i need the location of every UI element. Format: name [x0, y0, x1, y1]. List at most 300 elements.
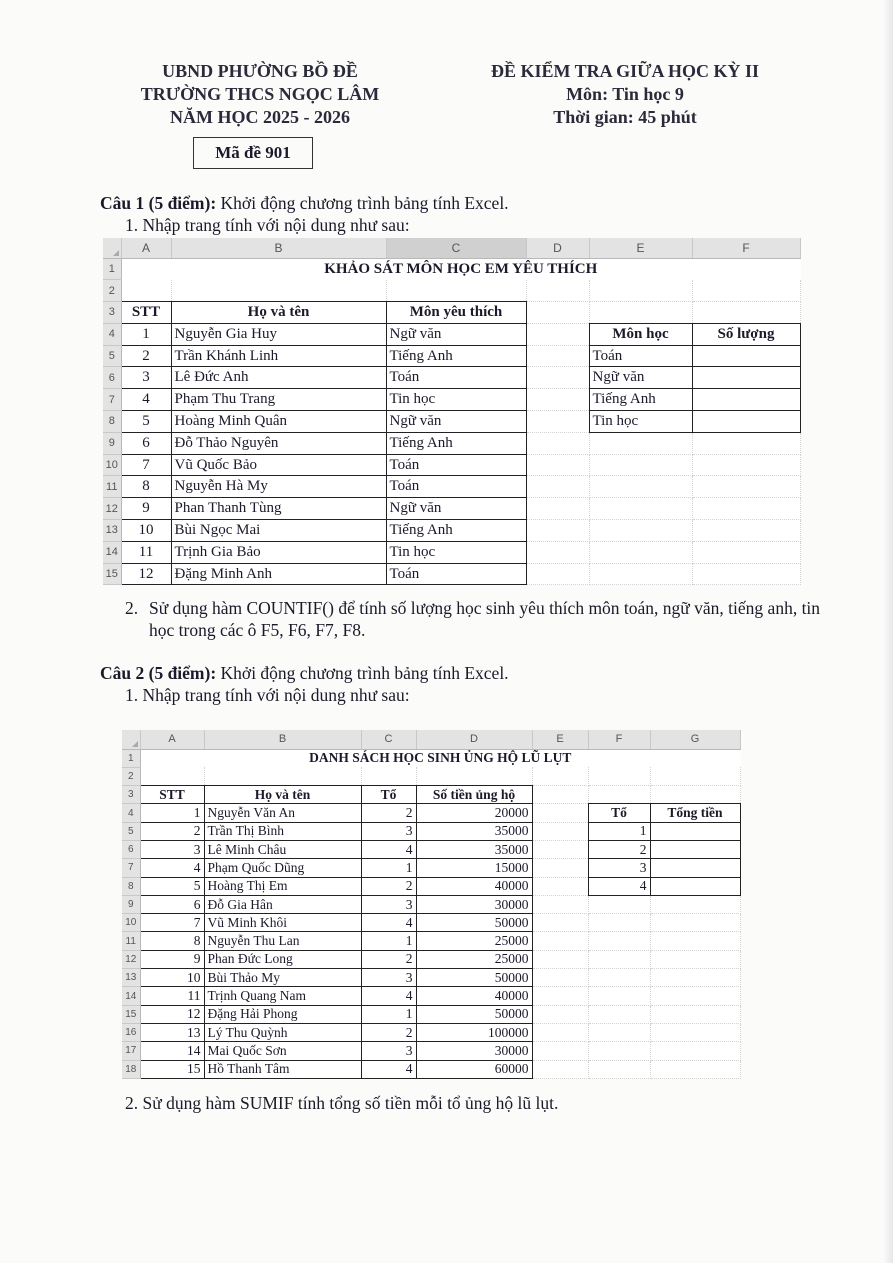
cell[interactable] [589, 498, 692, 520]
cell[interactable] [588, 1060, 650, 1078]
team-cell[interactable]: 1 [361, 1005, 416, 1023]
stt-cell[interactable]: 5 [140, 877, 204, 895]
cell[interactable] [589, 280, 692, 302]
team-cell[interactable]: 1 [361, 859, 416, 877]
sheet-title[interactable]: KHẢO SÁT MÔN HỌC EM YÊU THÍCH [324, 260, 598, 277]
row-header[interactable]: 15 [103, 563, 121, 585]
column-header-e[interactable]: E [589, 238, 692, 258]
table-row [103, 411, 800, 433]
stt-cell[interactable]: 4 [121, 389, 171, 411]
cell[interactable] [526, 476, 589, 498]
cell[interactable] [692, 476, 800, 498]
cell[interactable] [121, 280, 171, 302]
name-cell[interactable]: Trần Khánh Linh [171, 345, 386, 367]
amount-cell[interactable]: 40000 [416, 877, 532, 895]
header-cell-team[interactable]: Tổ [361, 786, 416, 804]
subject-cell[interactable]: Tiếng Anh [386, 520, 526, 542]
cell[interactable] [588, 1005, 650, 1023]
row-header[interactable]: 2 [122, 767, 140, 785]
row-header[interactable]: 13 [103, 520, 121, 542]
cell[interactable] [361, 767, 416, 785]
row-header[interactable]: 6 [103, 367, 121, 389]
column-header-g[interactable]: G [650, 730, 740, 749]
summary-subject-cell[interactable]: Tin học [589, 411, 692, 433]
column-header-f[interactable]: F [588, 730, 650, 749]
cell[interactable] [532, 877, 588, 895]
summary-header-count[interactable]: Số lượng [692, 323, 800, 345]
row-header[interactable]: 6 [122, 840, 140, 858]
row-header[interactable]: 10 [103, 454, 121, 476]
cell[interactable] [588, 914, 650, 932]
cell[interactable] [650, 895, 740, 913]
table-row [122, 1023, 740, 1041]
cell[interactable] [532, 987, 588, 1005]
school-year: NĂM HỌC 2025 - 2026 [170, 107, 350, 127]
table-row [122, 895, 740, 913]
row-header[interactable]: 7 [103, 389, 121, 411]
team-cell[interactable]: 3 [361, 1042, 416, 1060]
cell[interactable] [526, 389, 589, 411]
cell[interactable] [532, 1005, 588, 1023]
row-header[interactable]: 4 [103, 323, 121, 345]
cell[interactable] [532, 786, 588, 804]
table-row [103, 454, 800, 476]
summary-subject-cell[interactable]: Tiếng Anh [589, 389, 692, 411]
cell[interactable] [650, 987, 740, 1005]
name-cell[interactable]: Lê Minh Châu [204, 840, 361, 858]
table-row [122, 786, 740, 804]
table-row [122, 822, 740, 840]
row-header[interactable]: 15 [122, 1005, 140, 1023]
question-2 [100, 663, 509, 684]
stt-cell[interactable]: 3 [121, 367, 171, 389]
cell[interactable] [588, 932, 650, 950]
row-header[interactable]: 8 [122, 877, 140, 895]
column-header-row [122, 730, 740, 749]
name-cell[interactable]: Đỗ Thảo Nguyên [171, 432, 386, 454]
column-header-b[interactable]: B [171, 238, 386, 258]
row-header[interactable]: 4 [122, 804, 140, 822]
row-header[interactable]: 5 [122, 822, 140, 840]
subject-cell[interactable]: Tiếng Anh [386, 432, 526, 454]
subject-cell[interactable]: Toán [386, 476, 526, 498]
question-2-title: Câu 2 (5 điểm): [100, 663, 217, 683]
cell[interactable] [532, 932, 588, 950]
table-row [122, 932, 740, 950]
subject-cell[interactable]: Tin học [386, 389, 526, 411]
header-cell-stt[interactable]: STT [140, 786, 204, 804]
cell[interactable] [692, 302, 800, 324]
cell[interactable] [532, 822, 588, 840]
summary-header-total[interactable]: Tổng tiền [650, 804, 740, 822]
table-row [103, 258, 800, 280]
column-header-row [103, 238, 800, 258]
stt-cell[interactable]: 5 [121, 411, 171, 433]
team-cell[interactable]: 4 [361, 840, 416, 858]
column-header-a[interactable]: A [121, 238, 171, 258]
summary-total-cell[interactable] [650, 859, 740, 877]
table-row [122, 767, 740, 785]
table-row [122, 1042, 740, 1060]
table-row [103, 302, 800, 324]
name-cell[interactable]: Phạm Thu Trang [171, 389, 386, 411]
cell[interactable] [588, 969, 650, 987]
row-header[interactable]: 18 [122, 1060, 140, 1078]
name-cell[interactable]: Đặng Minh Anh [171, 563, 386, 585]
summary-count-cell[interactable] [692, 389, 800, 411]
row-header[interactable]: 9 [122, 895, 140, 913]
team-cell[interactable]: 4 [361, 1060, 416, 1078]
name-cell[interactable]: Đặng Hải Phong [204, 1005, 361, 1023]
cell[interactable] [692, 541, 800, 563]
cell[interactable] [589, 432, 692, 454]
header-cell-name[interactable]: Họ và tên [171, 302, 386, 324]
cell[interactable] [650, 1023, 740, 1041]
cell[interactable] [650, 786, 740, 804]
table-row [103, 280, 800, 302]
subject-cell[interactable]: Tin học [386, 541, 526, 563]
row-header[interactable]: 9 [103, 432, 121, 454]
cell[interactable] [204, 767, 361, 785]
cell[interactable] [588, 1023, 650, 1041]
table-row [103, 432, 800, 454]
stt-cell[interactable]: 12 [140, 1005, 204, 1023]
stt-cell[interactable]: 15 [140, 1060, 204, 1078]
amount-cell[interactable]: 50000 [416, 914, 532, 932]
name-cell[interactable]: Đỗ Gia Hân [204, 895, 361, 913]
cell[interactable] [532, 1060, 588, 1078]
name-cell[interactable]: Trần Thị Bình [204, 822, 361, 840]
table-row [103, 323, 800, 345]
stt-cell[interactable]: 13 [140, 1023, 204, 1041]
row-header[interactable]: 17 [122, 1042, 140, 1060]
cell[interactable] [416, 767, 532, 785]
cell[interactable] [588, 786, 650, 804]
cell[interactable] [532, 1042, 588, 1060]
cell[interactable] [692, 280, 800, 302]
cell[interactable] [589, 476, 692, 498]
scan-edge-shadow [883, 0, 893, 1263]
summary-header-team[interactable]: Tổ [588, 804, 650, 822]
table-row [122, 969, 740, 987]
stt-cell[interactable]: 9 [121, 498, 171, 520]
cell[interactable] [532, 914, 588, 932]
column-header-b[interactable]: B [204, 730, 361, 749]
row-header[interactable]: 14 [122, 987, 140, 1005]
ward-name: UBND PHƯỜNG BỒ ĐỀ [162, 61, 358, 81]
column-header-e[interactable]: E [532, 730, 588, 749]
stt-cell[interactable]: 11 [121, 541, 171, 563]
amount-cell[interactable]: 100000 [416, 1023, 532, 1041]
question-1-step-2-number: 2. [125, 598, 139, 618]
cell[interactable] [386, 280, 526, 302]
cell[interactable] [692, 498, 800, 520]
row-header[interactable]: 2 [103, 280, 121, 302]
stt-cell[interactable]: 2 [121, 345, 171, 367]
summary-subject-cell[interactable]: Toán [589, 345, 692, 367]
cell[interactable] [589, 563, 692, 585]
stt-cell[interactable]: 1 [140, 804, 204, 822]
summary-total-cell[interactable] [650, 877, 740, 895]
team-cell[interactable]: 3 [361, 895, 416, 913]
name-cell[interactable]: Nguyễn Văn An [204, 804, 361, 822]
select-all-corner[interactable] [122, 730, 140, 749]
table-row [103, 563, 800, 585]
cell[interactable] [171, 280, 386, 302]
name-cell[interactable]: Vũ Minh Khôi [204, 914, 361, 932]
cell[interactable] [532, 969, 588, 987]
cell[interactable] [532, 840, 588, 858]
column-header-a[interactable]: A [140, 730, 204, 749]
cell[interactable] [692, 454, 800, 476]
cell[interactable] [526, 280, 589, 302]
summary-total-cell[interactable] [650, 840, 740, 858]
team-cell[interactable]: 2 [361, 950, 416, 968]
team-cell[interactable]: 2 [361, 1023, 416, 1041]
team-cell[interactable]: 3 [361, 822, 416, 840]
header-cell-amount[interactable]: Số tiền ủng hộ [416, 786, 532, 804]
summary-count-cell[interactable] [692, 411, 800, 433]
team-cell[interactable]: 1 [361, 932, 416, 950]
name-cell[interactable]: Nguyễn Hà My [171, 476, 386, 498]
exam-code-box: Mã đề 901 [193, 137, 313, 169]
column-header-c[interactable]: C [386, 238, 526, 258]
amount-cell[interactable]: 25000 [416, 950, 532, 968]
subject-cell[interactable]: Ngữ văn [386, 411, 526, 433]
name-cell[interactable]: Trịnh Quang Nam [204, 987, 361, 1005]
subject-cell[interactable]: Ngữ văn [386, 498, 526, 520]
cell[interactable] [650, 950, 740, 968]
question-2-intro: Khởi động chương trình bảng tính Excel. [216, 663, 509, 683]
row-header[interactable]: 1 [103, 258, 121, 280]
column-header-d[interactable]: D [416, 730, 532, 749]
team-cell[interactable]: 2 [361, 877, 416, 895]
cell[interactable] [526, 454, 589, 476]
row-header[interactable]: 3 [103, 302, 121, 324]
exam-subject: Môn: Tin học 9 [566, 84, 684, 104]
summary-team-cell[interactable]: 2 [588, 840, 650, 858]
question-1 [100, 193, 509, 214]
amount-cell[interactable]: 50000 [416, 969, 532, 987]
stt-cell[interactable]: 10 [140, 969, 204, 987]
subject-cell[interactable]: Ngữ văn [386, 323, 526, 345]
cell[interactable] [532, 804, 588, 822]
stt-cell[interactable]: 2 [140, 822, 204, 840]
row-header[interactable]: 3 [122, 786, 140, 804]
cell[interactable] [526, 345, 589, 367]
name-cell[interactable]: Vũ Quốc Bảo [171, 454, 386, 476]
name-cell[interactable]: Bùi Ngọc Mai [171, 520, 386, 542]
summary-subject-cell[interactable]: Ngữ văn [589, 367, 692, 389]
name-cell[interactable]: Mai Quốc Sơn [204, 1042, 361, 1060]
cell[interactable] [526, 302, 589, 324]
cell[interactable] [650, 1060, 740, 1078]
cell[interactable] [526, 323, 589, 345]
cell[interactable] [692, 520, 800, 542]
cell[interactable] [589, 302, 692, 324]
column-header-c[interactable]: C [361, 730, 416, 749]
row-header[interactable]: 8 [103, 411, 121, 433]
stt-cell[interactable]: 8 [121, 476, 171, 498]
stt-cell[interactable]: 11 [140, 987, 204, 1005]
name-cell[interactable]: Phạm Quốc Dũng [204, 859, 361, 877]
summary-team-cell[interactable]: 1 [588, 822, 650, 840]
subject-cell[interactable]: Toán [386, 563, 526, 585]
column-header-f[interactable]: F [692, 238, 800, 258]
table-row [122, 987, 740, 1005]
cell[interactable] [526, 541, 589, 563]
summary-count-cell[interactable] [692, 367, 800, 389]
name-cell[interactable]: Nguyễn Thu Lan [204, 932, 361, 950]
stt-cell[interactable]: 6 [121, 432, 171, 454]
row-header[interactable]: 16 [122, 1023, 140, 1041]
stt-cell[interactable]: 8 [140, 932, 204, 950]
select-all-corner[interactable] [103, 238, 121, 258]
table-row [122, 749, 740, 767]
cell[interactable] [532, 895, 588, 913]
cell[interactable] [589, 520, 692, 542]
summary-count-cell[interactable] [692, 345, 800, 367]
cell[interactable] [588, 987, 650, 1005]
summary-team-cell[interactable]: 4 [588, 877, 650, 895]
table-row [122, 804, 740, 822]
table-row [122, 1005, 740, 1023]
row-header[interactable]: 14 [103, 541, 121, 563]
cell[interactable] [526, 563, 589, 585]
name-cell[interactable]: Hoàng Thị Em [204, 877, 361, 895]
table-row [103, 345, 800, 367]
cell[interactable] [526, 367, 589, 389]
row-header[interactable]: 12 [103, 498, 121, 520]
row-header[interactable]: 12 [122, 950, 140, 968]
name-cell[interactable]: Phan Đức Long [204, 950, 361, 968]
cell[interactable] [588, 950, 650, 968]
header-cell-name[interactable]: Họ và tên [204, 786, 361, 804]
amount-cell[interactable]: 20000 [416, 804, 532, 822]
subject-cell[interactable]: Toán [386, 454, 526, 476]
amount-cell[interactable]: 35000 [416, 840, 532, 858]
name-cell[interactable]: Trịnh Gia Bảo [171, 541, 386, 563]
header-cell-subject[interactable]: Môn yêu thích [386, 302, 526, 324]
name-cell[interactable]: Hồ Thanh Tâm [204, 1060, 361, 1078]
team-cell[interactable]: 4 [361, 987, 416, 1005]
subject-cell[interactable]: Tiếng Anh [386, 345, 526, 367]
exam-title: ĐỀ KIỂM TRA GIỮA HỌC KỲ II [490, 61, 760, 81]
row-header[interactable]: 10 [122, 914, 140, 932]
amount-cell[interactable]: 40000 [416, 987, 532, 1005]
exam-header [470, 60, 780, 129]
stt-cell[interactable]: 1 [121, 323, 171, 345]
name-cell[interactable]: Lý Thu Quỳnh [204, 1023, 361, 1041]
cell[interactable] [588, 895, 650, 913]
cell[interactable] [650, 767, 740, 785]
table-row [103, 389, 800, 411]
team-cell[interactable]: 2 [361, 804, 416, 822]
header-cell-stt[interactable]: STT [121, 302, 171, 324]
row-header[interactable]: 11 [103, 476, 121, 498]
cell[interactable] [692, 432, 800, 454]
school-name: TRƯỜNG THCS NGỌC LÂM [140, 84, 380, 104]
amount-cell[interactable]: 60000 [416, 1060, 532, 1078]
cell[interactable] [526, 411, 589, 433]
school-header [110, 60, 410, 129]
cell[interactable] [692, 563, 800, 585]
team-cell[interactable]: 4 [361, 914, 416, 932]
stt-cell[interactable]: 3 [140, 840, 204, 858]
amount-cell[interactable]: 30000 [416, 1042, 532, 1060]
row-header[interactable]: 11 [122, 932, 140, 950]
cell[interactable] [588, 1042, 650, 1060]
stt-cell[interactable]: 7 [140, 914, 204, 932]
table-row [103, 541, 800, 563]
row-header[interactable]: 7 [122, 859, 140, 877]
sheet-title[interactable]: DANH SÁCH HỌC SINH ỦNG HỘ LŨ LỤT [309, 750, 572, 766]
cell[interactable] [532, 950, 588, 968]
stt-cell[interactable]: 12 [121, 563, 171, 585]
table-row [122, 1060, 740, 1078]
row-header[interactable]: 1 [122, 749, 140, 767]
table-row [122, 877, 740, 895]
cell[interactable] [650, 932, 740, 950]
name-cell[interactable]: Lê Đức Anh [171, 367, 386, 389]
cell[interactable] [589, 454, 692, 476]
cell[interactable] [532, 1023, 588, 1041]
amount-cell[interactable]: 50000 [416, 1005, 532, 1023]
cell[interactable] [650, 914, 740, 932]
table-row [103, 520, 800, 542]
stt-cell[interactable]: 7 [121, 454, 171, 476]
amount-cell[interactable]: 25000 [416, 932, 532, 950]
cell[interactable] [532, 859, 588, 877]
amount-cell[interactable]: 35000 [416, 822, 532, 840]
question-1-step-2 [125, 597, 845, 640]
cell[interactable] [650, 1005, 740, 1023]
row-header[interactable]: 13 [122, 969, 140, 987]
cell[interactable] [588, 767, 650, 785]
summary-team-cell[interactable]: 3 [588, 859, 650, 877]
cell[interactable] [532, 767, 588, 785]
spreadsheet-1 [103, 238, 801, 585]
name-cell[interactable]: Bùi Thảo My [204, 969, 361, 987]
column-header-d[interactable]: D [526, 238, 589, 258]
summary-header-subject[interactable]: Môn học [589, 323, 692, 345]
name-cell[interactable]: Phan Thanh Tùng [171, 498, 386, 520]
amount-cell[interactable]: 30000 [416, 895, 532, 913]
subject-cell[interactable]: Toán [386, 367, 526, 389]
amount-cell[interactable]: 15000 [416, 859, 532, 877]
stt-cell[interactable]: 9 [140, 950, 204, 968]
row-header[interactable]: 5 [103, 345, 121, 367]
summary-total-cell[interactable] [650, 822, 740, 840]
spreadsheet-2 [122, 730, 741, 1079]
stt-cell[interactable]: 14 [140, 1042, 204, 1060]
name-cell[interactable]: Nguyễn Gia Huy [171, 323, 386, 345]
cell[interactable] [650, 1042, 740, 1060]
question-2-step-2: 2. Sử dụng hàm SUMIF tính tổng số tiền mỗi tổ ủng hộ lũ lụt. [125, 1093, 559, 1113]
stt-cell[interactable]: 6 [140, 895, 204, 913]
cell[interactable] [140, 767, 204, 785]
stt-cell[interactable]: 4 [140, 859, 204, 877]
question-1-step-1: 1. Nhập trang tính với nội dung như sau: [125, 215, 410, 235]
cell[interactable] [526, 498, 589, 520]
cell[interactable] [526, 520, 589, 542]
cell[interactable] [589, 541, 692, 563]
team-cell[interactable]: 3 [361, 969, 416, 987]
name-cell[interactable]: Hoàng Minh Quân [171, 411, 386, 433]
cell[interactable] [650, 969, 740, 987]
stt-cell[interactable]: 10 [121, 520, 171, 542]
cell[interactable] [526, 432, 589, 454]
